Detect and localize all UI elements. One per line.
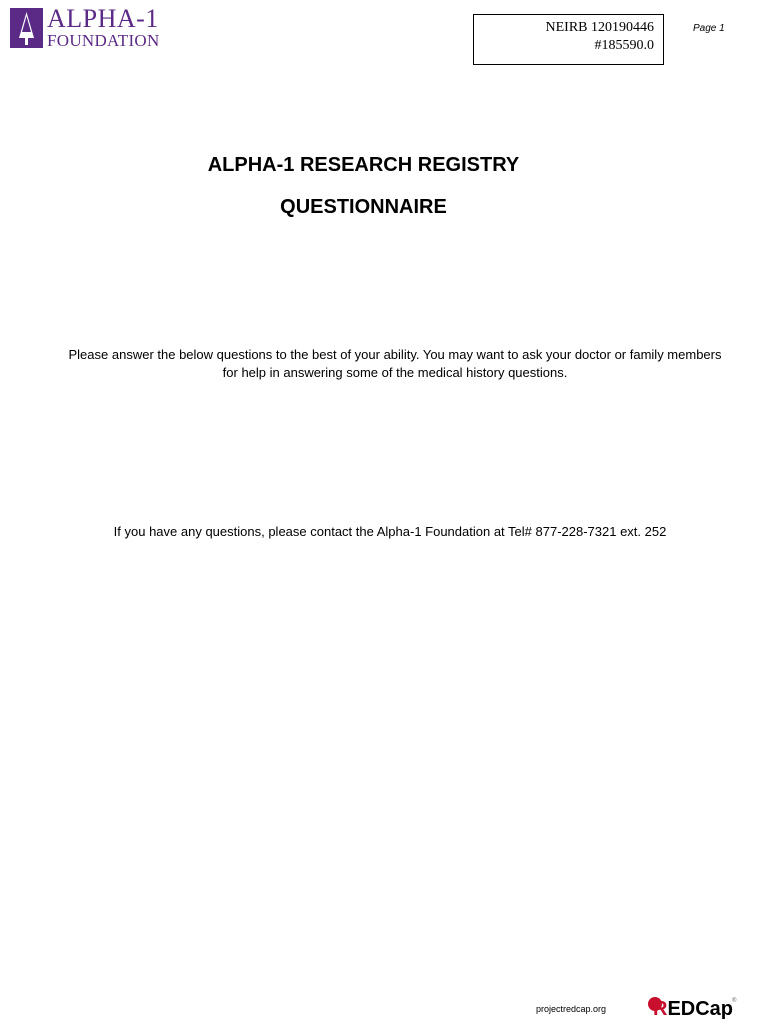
irb-version: #185590.0 [594,38,654,53]
document-title: ALPHA-1 RESEARCH REGISTRY [207,154,520,176]
trademark-icon: ® [732,998,737,1004]
footer-url: projectredcap.org [536,1004,607,1014]
logo-line-2: FOUNDATION [47,31,160,50]
contact-line: If you have any questions, please contact the Alpha-1 Foundation at Tel# 877-228-7321 ext. 252 [113,524,667,539]
redcap-logo-text: EDCap [667,998,734,1020]
logo-line-1: ALPHA-1 [47,4,159,33]
irb-number-box [473,14,664,65]
irb-number: NEIRB 120190446 [545,20,654,35]
page-number: Page 1 [693,23,725,34]
tree-emblem-icon [10,8,43,48]
alpha1-foundation-logo [10,4,180,50]
redcap-logo-r: R [653,998,668,1020]
intro-paragraph: Please answer the below questions to the best of your ability. You may want to ask your doctor or family members for help in answering some of the medical history questions. [68,347,722,380]
document-subtitle: QUESTIONNAIRE [280,196,447,218]
redcap-logo [646,996,738,1022]
